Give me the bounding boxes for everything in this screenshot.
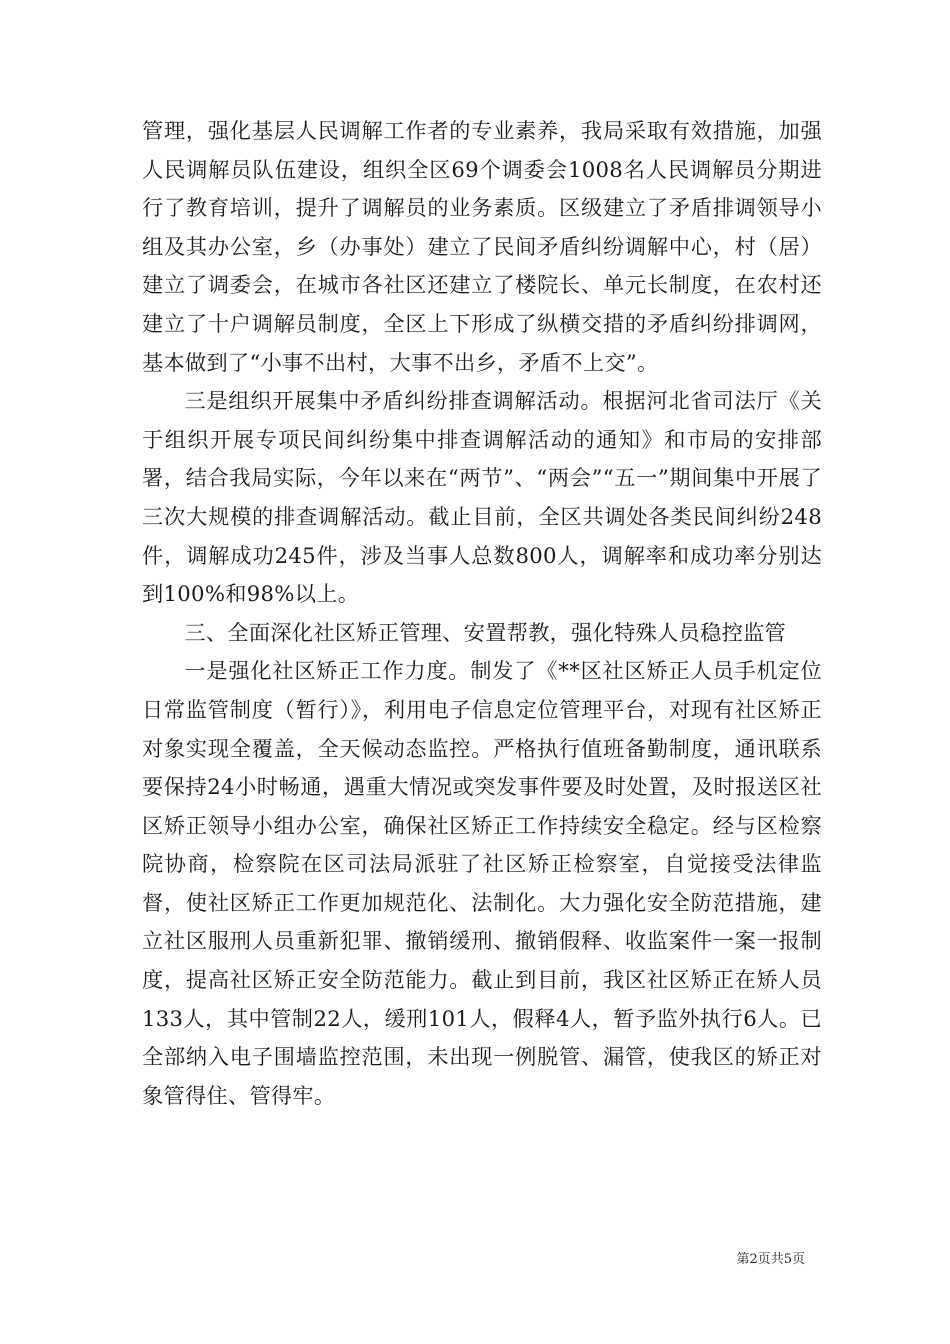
paragraph-dispute-screening: 三是组织开展集中矛盾纠纷排查调解活动。根据河北省司法厅《关于组织开展专项民间纠纷集中排查调解活动的通知》和市局的安排部署，结合我局实际，今年以来在“两节”、“两会”“五一”期间集中开展了三次大规模的排查调解活动。截止目前，全区共调处各类民间纠纷248件，调解成功245件，涉及当事人总数800人，调解率和成功率分别达到100%和98%以上。: [142, 388, 822, 607]
paragraph-mediation-training: 管理，强化基层人民调解工作者的专业素养，我局采取有效措施，加强人民调解员队伍建设，组织全区69个调委会1008名人民调解员分期进行了教育培训，提升了调解员的业务素质。区级建立了矛盾排调领导小组及其办公室，乡（办事处）建立了民间矛盾纠纷调解中心，村（居）建立了调委会，在城市各社区还建立了楼院长、单元长制度，在农村还建立了十户调解员制度，全区上下形成了纵横交措的矛盾纠纷排调网，基本做到了“小事不出村，大事不出乡，矛盾不上交”。: [142, 118, 822, 375]
page-number-footer: 第2页共5页: [736, 1252, 805, 1267]
document-body: [142, 112, 822, 1115]
section-heading-community-correction: 三、全面深化社区矫正管理、安置帮教，强化特殊人员稳控监管: [184, 619, 787, 645]
paragraph-community-correction: 一是强化社区矫正工作力度。制发了《**区社区矫正人员手机定位日常监管制度（暂行）》，利用电子信息定位管理平台，对现有社区矫正对象实现全覆盖，全天候动态监控。严格执行值班备勤制度，通讯联系要保持24小时畅通，遇重大情况或突发事件要及时处置，及时报送区社区矫正领导小组办公室，确保社区矫正工作持续安全稳定。经与区检察院协商，检察院在区司法局派驻了社区矫正检察室，自觉接受法律监督，使社区矫正工作更加规范化、法制化。大力强化安全防范措施，建立社区服刑人员重新犯罪、撤销缓刑、撤销假释、收监案件一案一报制度，提高社区矫正安全防范能力。截止到目前，我区社区矫正在矫人员133人，其中管制22人，缓刑101人，假释4人，暂予监外执行6人。已全部纳入电子围墙监控范围，未出现一例脱管、漏管，使我区的矫正对象管得住、管得牢。: [142, 658, 822, 1108]
